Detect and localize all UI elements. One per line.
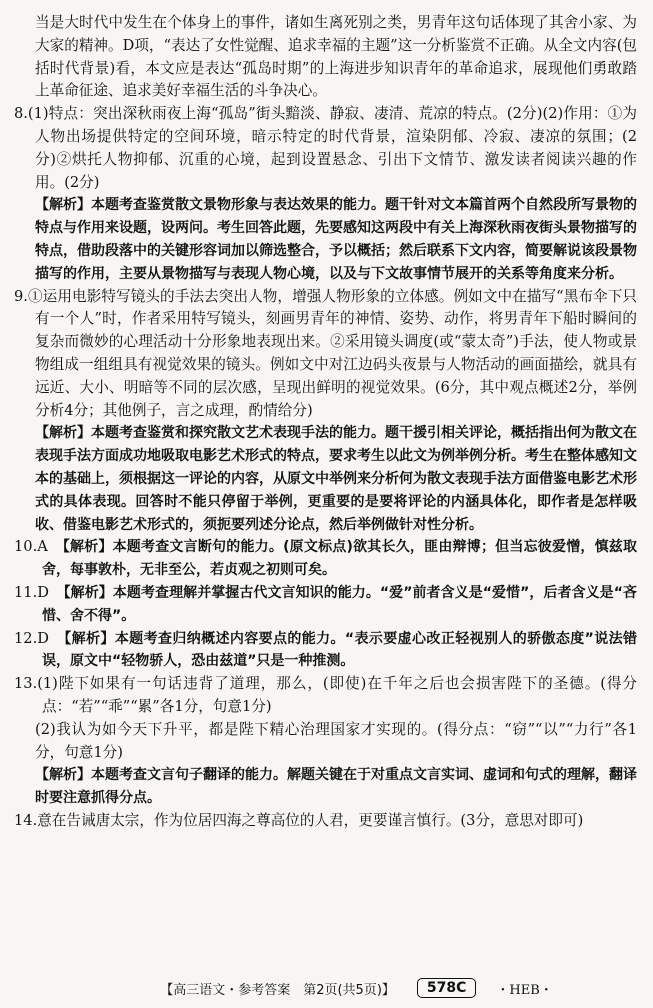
analysis-text: 本题考查鉴赏散文景物形象与表达效果的能力。题干针对文本篇首两个自然段所写景物的特点与作用来设题，设两问。考生回答此题，先要感知这两段中有关上海深秋雨夜街头景物描写的特点，借助段落中的关键形容词加以筛选整合，予以概括；然后联系下文内容，简要解说该段景物描写的作用，主要从景物描写与表现人物心境，以及与下文故事情节展开的关系等角度来分析。 (35, 197, 637, 282)
footer-title: 【高三语文・参考答案 第2页(共5页)】 (160, 982, 395, 998)
exam-code-badge: 578C (417, 978, 477, 998)
analysis-text: 本题考查文言断句的能力。(原文标点)欲其长久，匪由辩博；但当忘彼爱憎，慎兹取舍，每事敦朴，无非至公，若贞观之初则可矣。 (42, 539, 638, 579)
answer-12 (14, 628, 637, 674)
analysis-tag: 【解析】 (62, 539, 113, 556)
answer-14: 14.意在告诫唐太宗，作为位居四海之尊高位的人君，更要谨言慎行。(3分，意思对即可) (14, 811, 584, 829)
answer-13-part1: 13.(1)陛下如果有一句话违背了道理，那么，(即使)在千年之后也会损害陛下的圣德。(得分点：“若”“乖”“累”各1分，句意1分) (14, 675, 637, 715)
analysis-tag: 【解析】 (64, 630, 115, 647)
footer-tail: ・HEB・ (496, 982, 553, 998)
analysis-tag: 【解析】 (63, 584, 113, 601)
analysis-tag: 【解析】 (35, 767, 91, 784)
paragraph-7-continued: 当是大时代中发生在个体身上的事件，诸如生离死别之类，男青年这句话体现了其舍小家、为大家的精神。D项，“表达了女性觉醒、追求幸福的主题”这一分析鉴赏不正确。从全文内容(包括时代背景)看，本文应是表达“孤岛时期”的上海进步知识青年的革命追求，展现他们勇敢踏上革命征途、追求美好幸福生活的斗争决心。 (35, 14, 637, 100)
answer-13-part2: (2)我认为如今天下升平，都是陛下精心治理国家才实现的。(得分点：“窃”“以”“力行”各1分，句意1分) (35, 720, 637, 761)
analysis-tag: 【解析】 (35, 197, 91, 214)
analysis-8 (14, 194, 637, 285)
answer-10 (14, 536, 637, 582)
answer-content (14, 12, 637, 833)
answer-lead: 12.D (14, 629, 65, 647)
answer-8: 8.(1)特点：突出深秋雨夜上海“孤岛”街头黯淡、静寂、凄清、荒凉的特点。(2分)(2)作用：①为人物出场提供特定的空间环境，暗示特定的时代背景，渲染阴郁、冷寂、凄凉的氛围；(2分)②烘托人物抑郁、沉重的心境，起到设置悬念、引出下文情节、激发读者阅读兴趣的作用。(2分) (14, 105, 637, 191)
analysis-13 (14, 764, 637, 810)
answer-9: 9.①运用电影特写镜头的手法去突出人物，增强人物形象的立体感。例如文中在描写“黑布伞下只有一个人”时，作者采用特写镜头，刻画男青年的神情、姿势、动作，将男青年下船时瞬间的复杂而微妙的心理活动十分形象地表现出来。②采用镜头调度(或“蒙太奇”)手法，使人物或景物组成一组组具有视觉效果的镜头。例如文中对江边码头夜景与人物活动的画面描绘，就具有远近、大小、明暗等不同的层次感，呈现出鲜明的视觉效果。(6分，其中观点概述2分，举例分析4分；其他例子，言之成理，酌情给分) (14, 287, 637, 419)
page-footer (0, 976, 653, 1000)
answer-lead: 10.A (14, 538, 63, 556)
analysis-text: 本题考查文言句子翻译的能力。解题关键在于对重点文言实词、虚词和句式的理解，翻译时要注意抓得分点。 (35, 767, 637, 807)
answer-lead: 11.D (14, 583, 64, 601)
analysis-text: 本题考查归纳概述内容要点的能力。“表示要虚心改正轻视别人的骄傲态度”说法错误，原文中“轻物骄人，恐由兹道”只是一种推测。 (42, 630, 637, 670)
answer-11 (14, 582, 637, 628)
analysis-text: 本题考查鉴赏和探究散文艺术表现手法的能力。题干援引相关评论，概括指出何为散文在表现手法方面成功地吸取电影艺术形式的特点，要求考生以此文为例举例分析。考生在整体感知文本的基础上，须根据这一评论的内容，从原文中举例来分析何为散文表现手法方面借鉴电影艺术形式的具体表现。回答时不能只停留于举例，更重要的是要将评论的内涵具体化，即作者是怎样吸收、借鉴电影艺术形式的，须扼要列述分论点，然后举例做针对性分析。 (35, 425, 637, 533)
analysis-9 (14, 422, 637, 536)
analysis-text: 本题考查理解并掌握古代文言知识的能力。“爱”前者含义是“爱惜”，后者含义是“吝惜、舍不得”。 (42, 584, 637, 624)
analysis-tag: 【解析】 (35, 425, 91, 442)
